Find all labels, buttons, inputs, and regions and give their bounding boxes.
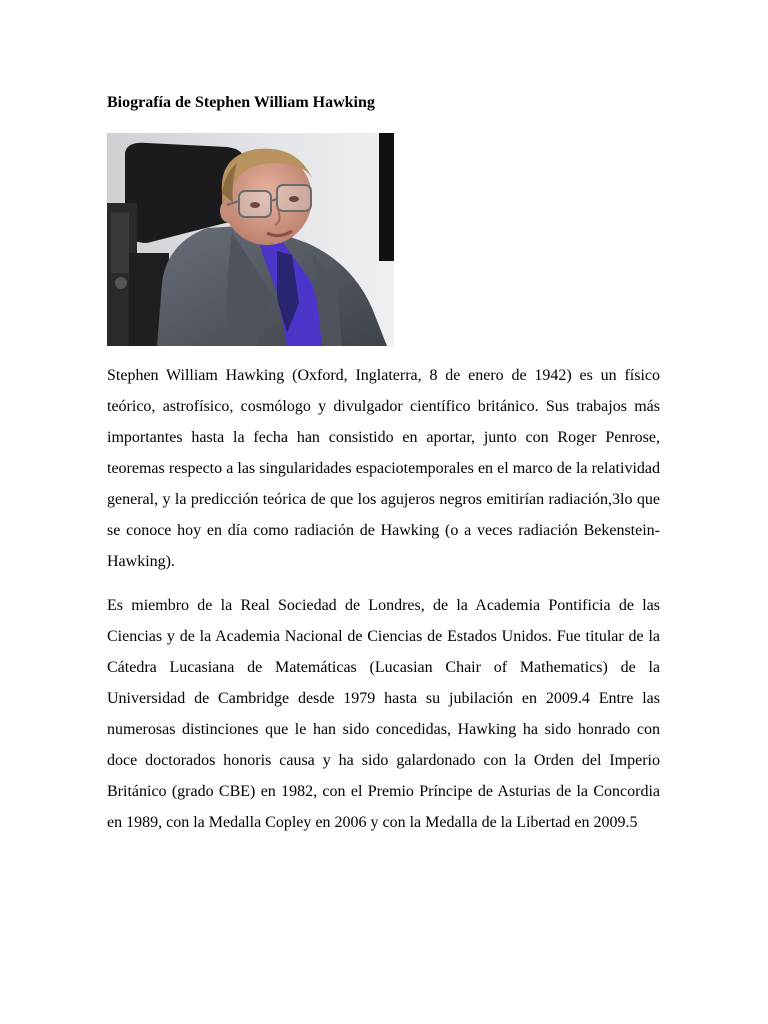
portrait-photo xyxy=(107,133,394,346)
portrait-photo-icon xyxy=(107,133,394,346)
paragraph-biography: Stephen William Hawking (Oxford, Inglaterra, 8 de enero de 1942) es un físico teórico, astrofísico, cosmólogo y divulgador científico británico. Sus trabajos más importantes hasta la fecha han consistido en aportar, junto con Roger Penrose, teoremas respecto a las singularidades espaciotemporales en el marco de la relatividad general, y la predicción teórica de que los agujeros negros emitirían radiación,3lo que se conoce hoy en día como radiación de Hawking (o a veces radiación Bekenstein-Hawking). xyxy=(107,367,660,570)
document-title: Biografía de Stephen William Hawking xyxy=(107,94,375,111)
paragraph-honors: Es miembro de la Real Sociedad de Londres, de la Academia Pontificia de las Ciencias y de la Academia Nacional de Ciencias de Estados Unidos. Fue titular de la Cátedra Lucasiana de Matemáticas (Lucasian Chair of Mathematics) de la Universidad de Cambridge desde 1979 hasta su jubilación en 2009.4 Entre las numerosas distinciones que le han sido concedidas, Hawking ha sido honrado con doce doctorados honoris causa y ha sido galardonado con la Orden del Imperio Británico (grado CBE) en 1982, con el Premio Príncipe de Asturias de la Concordia en 1989, con la Medalla Copley en 2006 y con la Medalla de la Libertad en 2009.5 xyxy=(107,597,660,831)
